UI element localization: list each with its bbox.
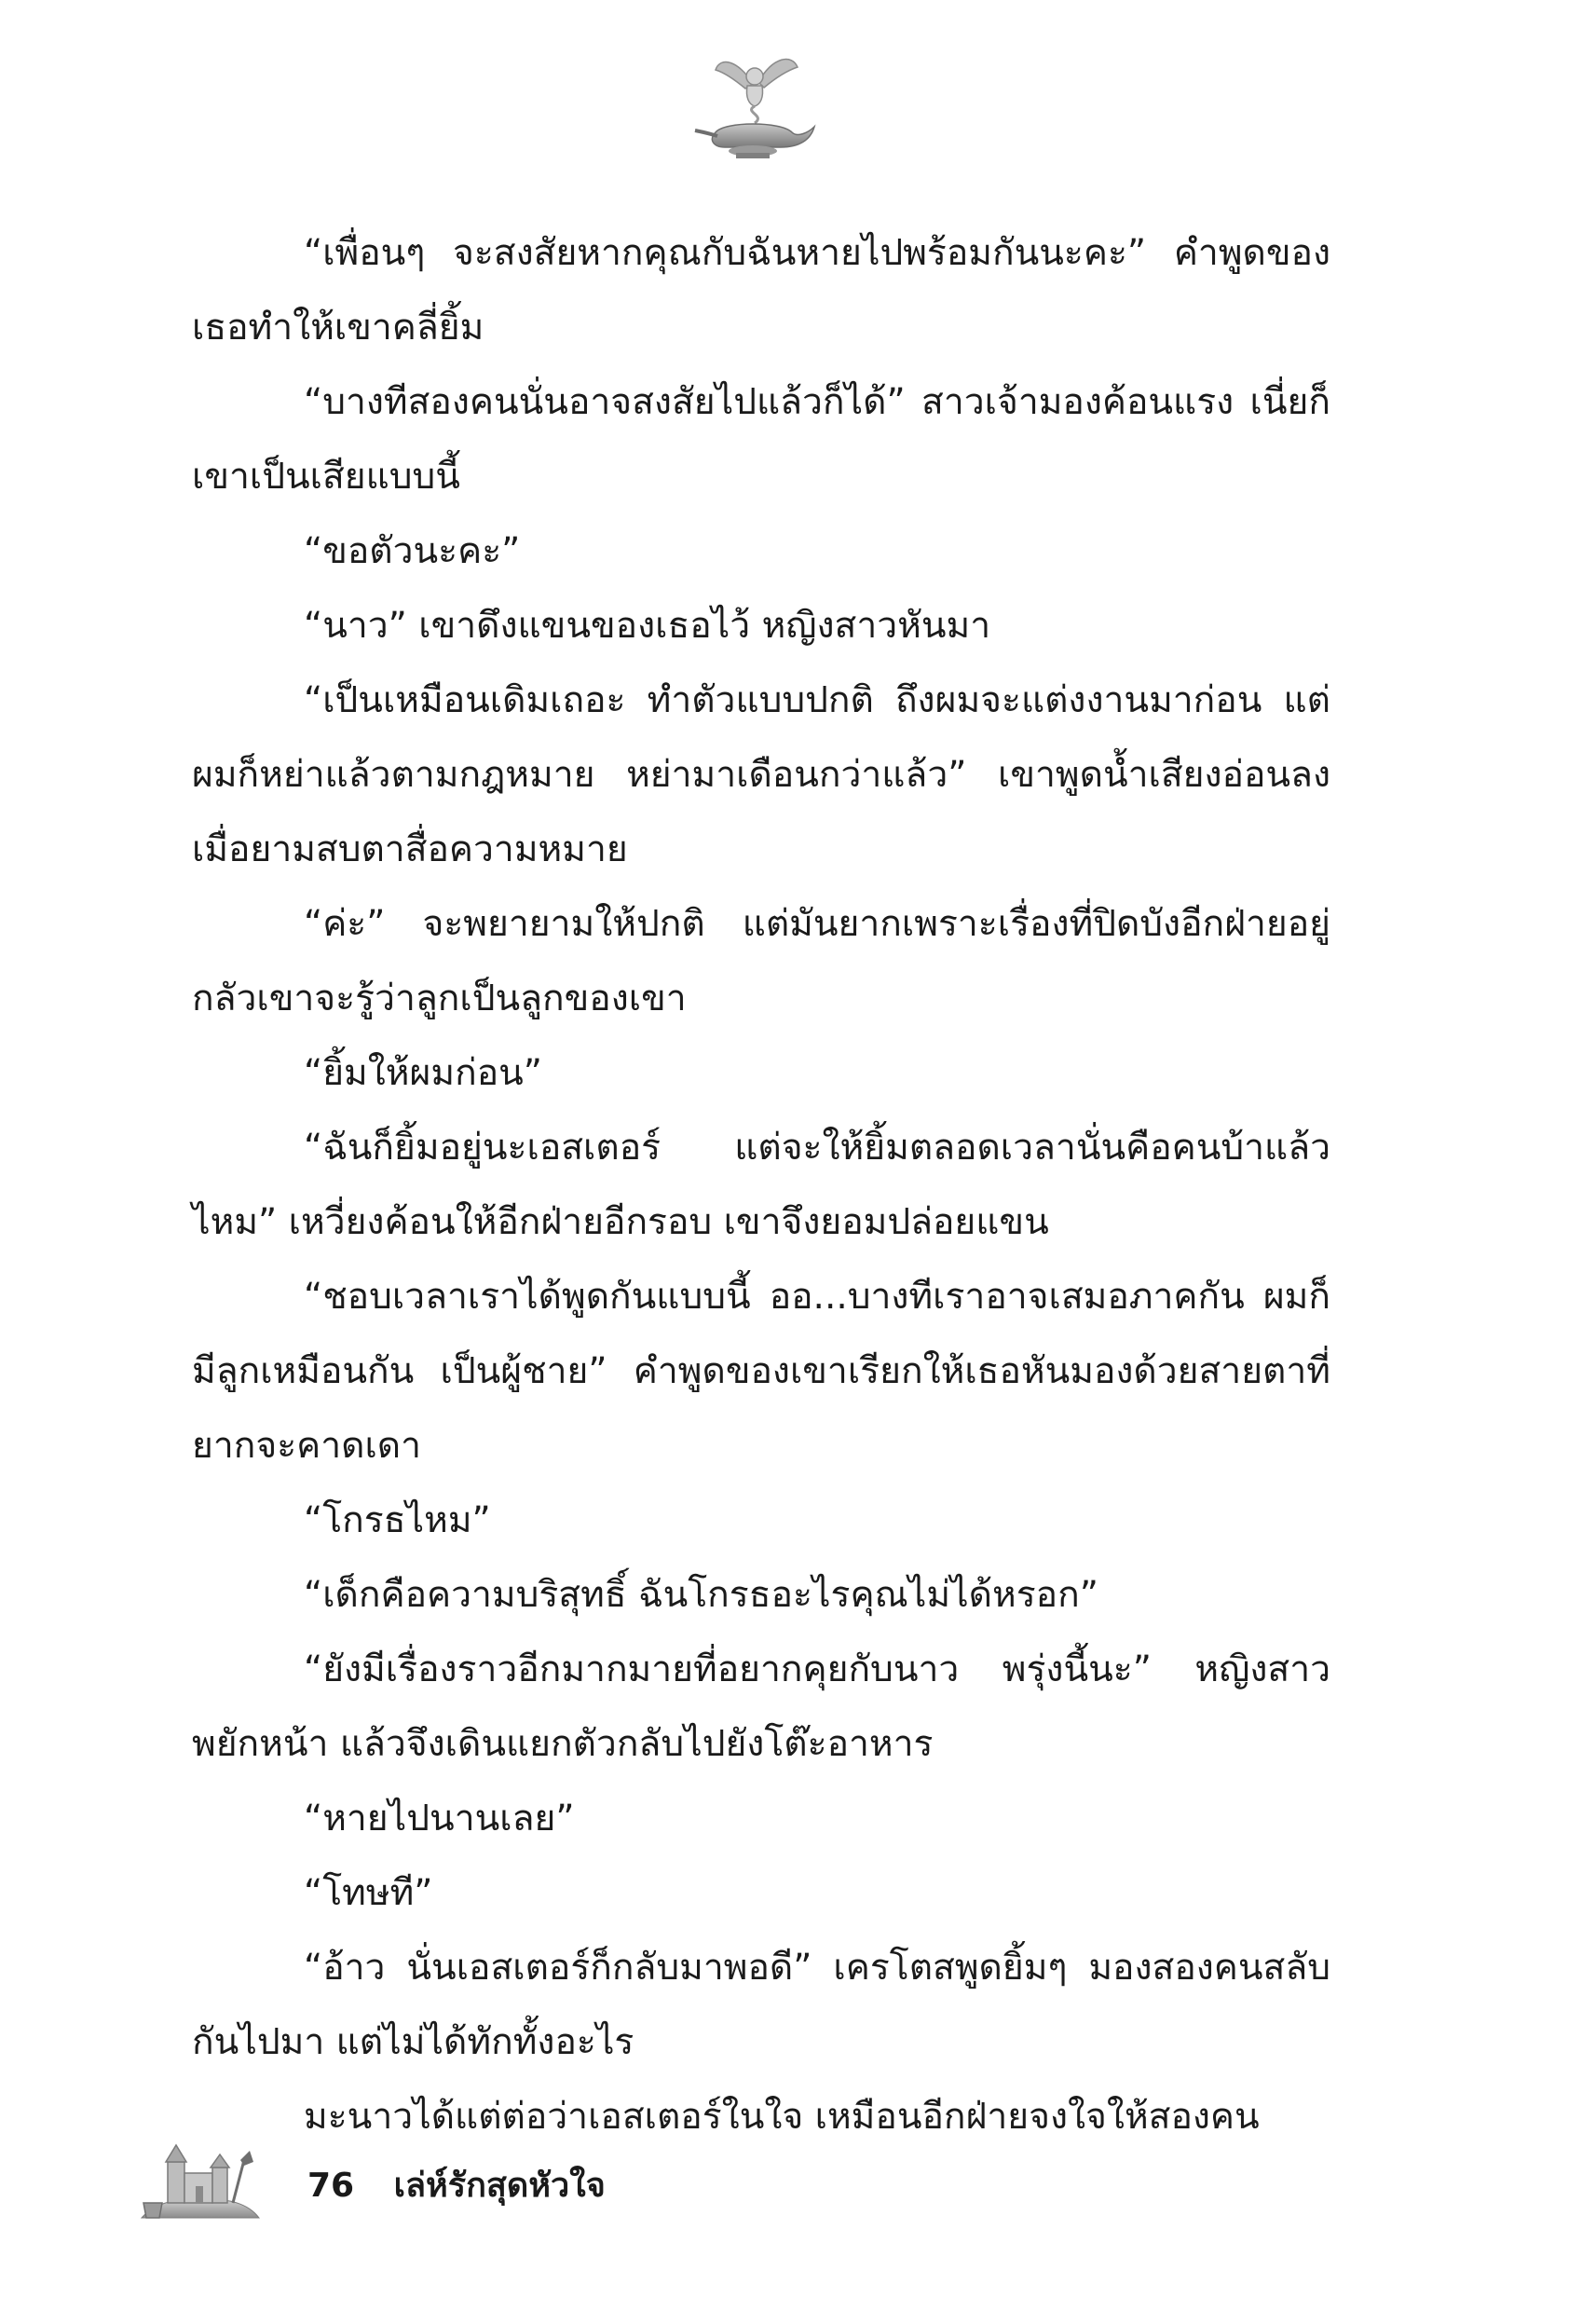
paragraph: “เด็กคือความบริสุทธิ์ ฉันโกรธอะไรคุณไม่ได้หรอก”: [304, 1574, 1098, 1616]
page-number: 76: [307, 2167, 355, 2205]
paragraph: มะนาวได้แต่ต่อว่าเอสเตอร์ในใจ เหมือนอีกฝ่ายจงใจให้สองคน: [304, 2096, 1260, 2138]
paragraph: “บางทีสองคนนั่นอาจสงสัยไปแล้วก็ได้” สาวเจ้ามองค้อนแรง เนี่ยก็เขาเป็นเสียแบบนี้: [192, 381, 1330, 498]
paragraph: “ค่ะ” จะพยายามให้ปกติ แต่มันยากเพราะเรื่องที่ปิดบังอีกฝ่ายอยู่ กลัวเขาจะรู้ว่าลูกเป็นลูกของเขา: [192, 903, 1330, 1019]
paragraph: “ฉันก็ยิ้มอยู่นะเอสเตอร์ แต่จะให้ยิ้มตลอดเวลานั่นคือคนบ้าแล้วไหม” เหวี่ยงค้อนให้อีกฝ่ายอีกรอบ เขาจึงยอมปล่อยแขน: [192, 1127, 1330, 1243]
page-footer: [140, 2113, 792, 2235]
paragraph: “โทษที”: [304, 1872, 433, 1914]
paragraph: “เป็นเหมือนเดิมเถอะ ทำตัวแบบปกติ ถึงผมจะแต่งงานมาก่อน แต่ผมก็หย่าแล้วตามกฎหมาย หย่ามาเดือนกว่าแล้ว” เขาพูดน้ำเสียงอ่อนลง เมื่อยามสบตาสื่อความหมาย: [192, 679, 1330, 870]
cupid-lamp-ornament-icon: [688, 47, 818, 168]
book-title: เล่ห์รักสุดหัวใจ: [393, 2167, 606, 2205]
paragraph: “ชอบเวลาเราได้พูดกันแบบนี้ ออ...บางทีเราอาจเสมอภาคกัน ผมก็มีลูกเหมือนกัน เป็นผู้ชาย” คำพูดของเขาเรียกให้เธอหันมองด้วยสายตาที่ยากจะคาดเดา: [192, 1276, 1330, 1467]
story-text: [192, 216, 1330, 2154]
paragraph: “นาว” เขาดึงแขนของเธอไว้ หญิงสาวหันมา: [304, 605, 991, 647]
paragraph: “หายไปนานเลย”: [304, 1798, 575, 1839]
paragraph: “ยังมีเรื่องราวอีกมากมายที่อยากคุยกับนาว พรุ่งนี้นะ” หญิงสาวพยักหน้า แล้วจึงเดินแยกตัวกลับไปยังโต๊ะอาหาร: [192, 1648, 1330, 1765]
paragraph: “ยิ้มให้ผมก่อน”: [304, 1052, 542, 1094]
paragraph: “โกรธไหม”: [304, 1499, 491, 1541]
paragraph: “อ้าว นั่นเอสเตอร์ก็กลับมาพอดี” เครโตสพูดยิ้มๆ มองสองคนสลับกันไปมา แต่ไม่ได้ทักทั้งอะไร: [192, 1947, 1330, 2063]
footer-text: [307, 2158, 606, 2211]
paragraph: “ขอตัวนะคะ”: [304, 530, 521, 572]
sandcastle-icon: [140, 2113, 261, 2225]
paragraph: “เพื่อนๆ จะสงสัยหากคุณกับฉันหายไปพร้อมกันนะคะ” คำพูดของเธอทำให้เขาคลี่ยิ้ม: [192, 232, 1330, 349]
